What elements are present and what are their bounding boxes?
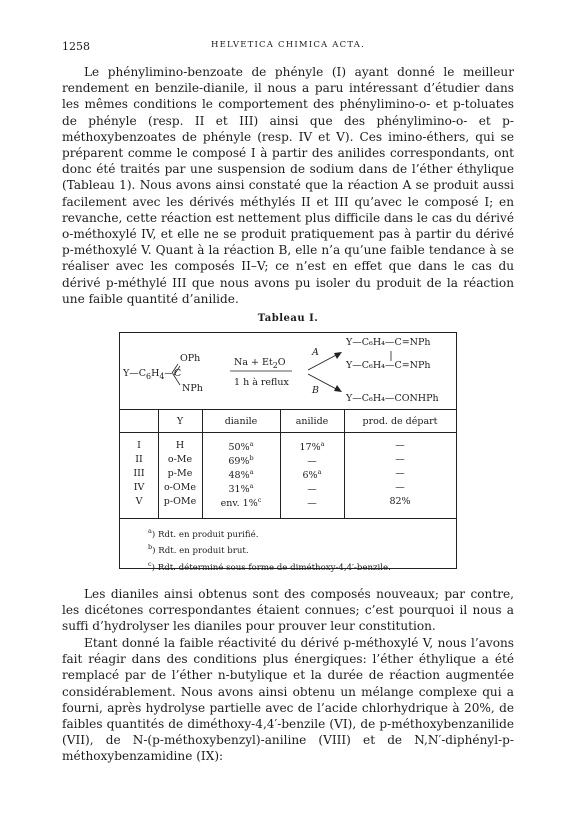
col-header-depart: prod. de départ — [362, 416, 438, 427]
paragraph-2: Les dianiles ainsi obtenus sont des composés nouveaux; par contre, les dicétones correspondantes étaient connues; c’est pourquoi il nous a suffi d’hydrolyser les dianiles pour prouver leur constitution. — [62, 587, 514, 634]
reactant-oph: OPh — [180, 353, 201, 364]
product-anilide: Y—C₆H₄—CONHPh — [346, 393, 439, 404]
table-rule-bottom — [120, 518, 456, 519]
reaction-scheme — [120, 333, 456, 409]
condition-label: 1 h à reflux — [234, 377, 289, 388]
col-header-anilide: anilide — [295, 416, 329, 427]
table-rule-header — [120, 432, 456, 433]
running-header — [62, 40, 514, 54]
table-caption: Tableau I. — [257, 313, 319, 324]
table-row: I H 50%$^a$ 17%$^a$ — — [137, 440, 405, 454]
reactant-nph: NPh — [182, 383, 203, 394]
col-header-dianile: dianile — [224, 416, 258, 427]
journal-title: HELVETICA CHIMICA ACTA. — [211, 40, 365, 50]
reactant-formula: $Y—C_6H_4—C$ — [123, 368, 182, 381]
table-footnotes — [148, 525, 391, 574]
product-dianile-1: Y—C₆H₄—C=NPh — [346, 337, 431, 348]
table-row: IV o-OMe 31%$^a$ — — — [133, 482, 405, 496]
footnote: $^a$) Rdt. en produit purifié. — [148, 527, 259, 540]
paragraph-3: Etant donné la faible réactivité du dérivé p-méthoxylé V, nous l’avons fait réagir dans des conditions plus énergiques: l’éther éthylique a été remplacé par de l’éther n-butylique et la durée de réaction augmentée considérablement. Nous avons ainsi obtenu un mélange complexe qui a fourni, après hydrolyse partielle avec de l’acide chlorhydrique à 20%, de faibles quantités de diméthoxy-4,4′-benzile (VI), de p-méthoxybenzanilide (VII), de N-(p-méthoxybenzyl)-aniline (VIII) et de N,N′-diphényl-p-méthoxybenzamidine (IX): — [62, 636, 514, 764]
paragraph-1: Le phénylimino-benzoate de phényle (I) ayant donné le meilleur rendement en benzile-dianile, il nous a paru intéressant d’étudier dans les mêmes conditions le comportement des phénylimino-o- et p-toluates de phényle (resp. II et III) ainsi que des phénylimino-o- et p-méthoxybenzoates de phényle (resp. IV et V). Ces imino-éthers, qui se préparent comme le composé I à partir des anilides correspondants, ont donc été traités par une suspension de sodium dans de l’éther éthylique (Tableau 1). Nous avons ainsi constaté que la réaction A se produit aussi facilement avec les dérivés méthylés II et III qu’avec le composé I; en revanche, cette réaction est nettement plus difficile dans le cas du dérivé o-méthoxylé IV, et elle ne se produit pratiquement pas à partir du dérivé p-méthoxylé V. Quant à la réaction B, elle n’a qu’une faible tendance à se réaliser avec les composés II–V; ce n’est en effet que dans le cas du dérivé p-méthylé III que nous avons pu isoler du produit de la réaction une faible quantité d’anilide. — [62, 65, 514, 306]
reaction-a-label: A — [312, 347, 319, 358]
col-header-y: Y — [176, 416, 184, 427]
table-row: V p-OMe env. 1%$^c$ — 82% — [135, 496, 411, 510]
results-table — [119, 332, 457, 573]
table-rule-top — [120, 409, 456, 410]
footnote: $^b$) Rdt. en produit brut. — [148, 543, 249, 557]
reagent-label: $Na + Et_2O$ — [234, 357, 286, 370]
table-row: II o-Me 69%$^b$ — — — [135, 454, 405, 468]
product-dianile-2: Y—C₆H₄—C=NPh — [346, 360, 431, 371]
footnote: $^c$) Rdt. déterminé sous forme de diméthoxy-4,4′-benzile. — [148, 559, 391, 573]
table-row: III p-Me 48%$^a$ 6%$^a$ — — [133, 468, 405, 482]
reaction-b-label: B — [312, 385, 319, 396]
page-number: 1258 — [62, 40, 90, 53]
